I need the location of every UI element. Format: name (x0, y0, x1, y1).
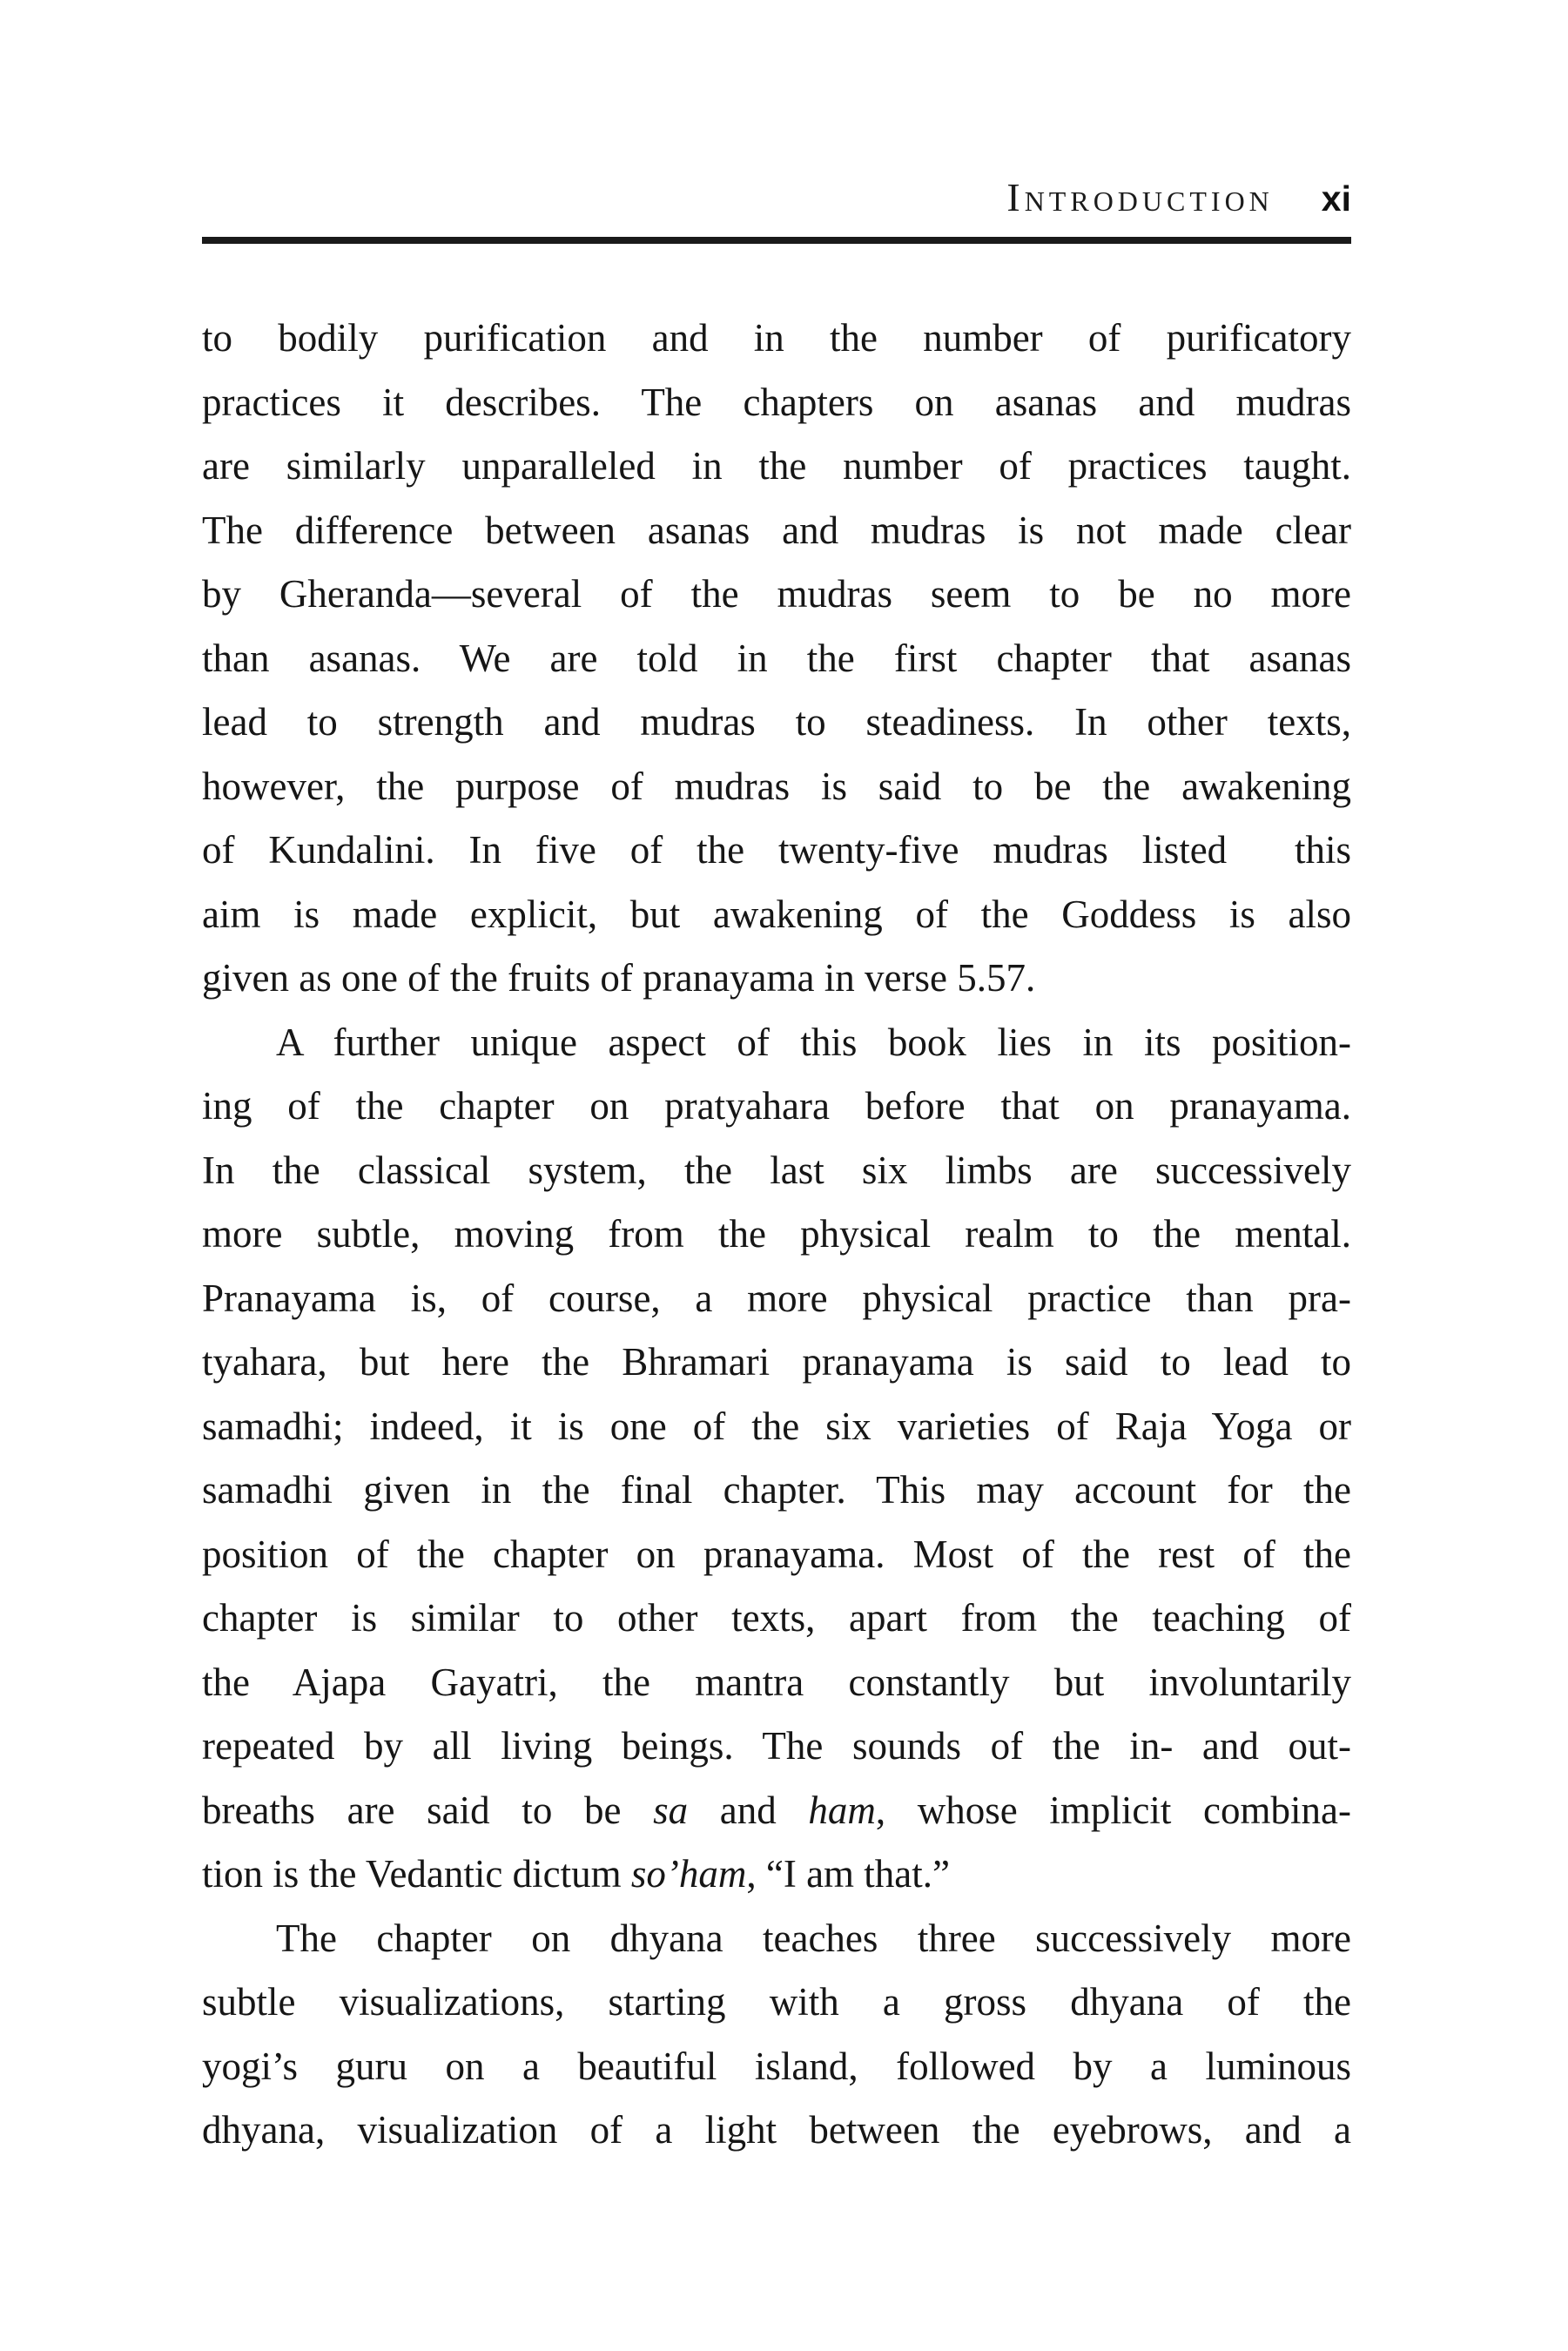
text-segment: A further unique aspect of this book lies in its position- (276, 1020, 1351, 1064)
text-line (202, 1267, 1351, 1331)
text-line (202, 1586, 1351, 1651)
text-segment: repeated by all living beings. The sounds of the in- and out- (202, 1724, 1351, 1768)
text-line (202, 1970, 1351, 2035)
text-segment: tion is the Vedantic dictum (202, 1852, 631, 1896)
italic-text: so’ham (630, 1852, 747, 1896)
text-line (202, 1842, 1351, 1907)
text-line (202, 818, 1351, 883)
text-segment: dhyana, visualization of a light between the eyebrows, and a (202, 2108, 1351, 2152)
text-segment: subtle visualizations, starting with a gross dhyana of the (202, 1980, 1351, 2024)
text-segment: samadhi; indeed, it is one of the six varieties of Raja Yoga or (202, 1404, 1351, 1448)
text-segment: ing of the chapter on pratyahara before that on pranayama. (202, 1084, 1351, 1128)
text-segment: lead to strength and mudras to steadiness. In other texts, (202, 700, 1351, 744)
text-segment: by Gheranda—several of the mudras seem to be no more (202, 572, 1351, 616)
text-line (202, 1139, 1351, 1203)
text-segment: and (688, 1788, 809, 1832)
text-segment: of Kundalini. In five of the twenty-five mudras listed this (202, 828, 1351, 872)
text-line (202, 434, 1351, 499)
text-line (202, 2035, 1351, 2099)
text-segment: , “I am that.” (746, 1852, 950, 1896)
body-text (202, 307, 1351, 2163)
text-segment: to bodily purification and in the number of purificatory (202, 316, 1351, 360)
header-rule (202, 237, 1351, 244)
text-segment: the Ajapa Gayatri, the mantra constantly but involuntarily (202, 1660, 1351, 1704)
text-segment: tyahara, but here the Bhramari pranayama is said to lead to (202, 1340, 1351, 1384)
text-segment: breaths are said to be (202, 1788, 654, 1832)
text-segment: aim is made explicit, but awakening of the Goddess is also (202, 892, 1351, 936)
text-segment: The chapter on dhyana teaches three successively more (276, 1916, 1351, 1960)
text-segment: , whose implicit combina- (875, 1788, 1351, 1832)
text-line (202, 371, 1351, 435)
text-line (202, 883, 1351, 947)
running-header (202, 175, 1351, 219)
text-line (202, 499, 1351, 563)
text-line (202, 1330, 1351, 1395)
text-segment: more subtle, moving from the physical realm to the mental. (202, 1212, 1351, 1256)
text-line (202, 1907, 1351, 1971)
text-line (202, 627, 1351, 691)
text-segment: are similarly unparalleled in the number of practices taught. (202, 444, 1351, 488)
chapter-title: Introduction (1006, 175, 1274, 219)
text-line (202, 1651, 1351, 1715)
text-segment: yogi’s guru on a beautiful island, followed by a luminous (202, 2044, 1351, 2088)
text-segment: The difference between asanas and mudras is not made clear (202, 508, 1351, 552)
text-segment: however, the purpose of mudras is said to be the awakening (202, 764, 1351, 808)
text-line (202, 2098, 1351, 2163)
text-line (202, 1458, 1351, 1523)
text-line (202, 946, 1351, 1011)
page-number: xi (1321, 179, 1351, 219)
text-line (202, 1011, 1351, 1075)
text-line (202, 1202, 1351, 1267)
text-segment: chapter is similar to other texts, apart from the teaching of (202, 1596, 1351, 1640)
text-segment: given as one of the fruits of pranayama in verse 5.57. (202, 956, 1036, 1000)
text-line (202, 1523, 1351, 1587)
text-line (202, 1074, 1351, 1139)
text-segment: samadhi given in the final chapter. This may account for the (202, 1468, 1351, 1512)
text-segment: position of the chapter on pranayama. Most of the rest of the (202, 1532, 1351, 1576)
text-line (202, 755, 1351, 819)
italic-text: sa (653, 1788, 689, 1832)
text-line (202, 1779, 1351, 1843)
text-line (202, 690, 1351, 755)
text-segment: In the classical system, the last six limbs are successively (202, 1148, 1351, 1192)
text-line (202, 562, 1351, 627)
text-line (202, 1395, 1351, 1459)
text-segment: practices it describes. The chapters on asanas and mudras (202, 380, 1351, 424)
text-segment: than asanas. We are told in the first chapter that asanas (202, 636, 1351, 680)
text-line (202, 1714, 1351, 1779)
text-line (202, 307, 1351, 371)
text-segment: Pranayama is, of course, a more physical practice than pra- (202, 1276, 1351, 1320)
italic-text: ham (808, 1788, 876, 1832)
